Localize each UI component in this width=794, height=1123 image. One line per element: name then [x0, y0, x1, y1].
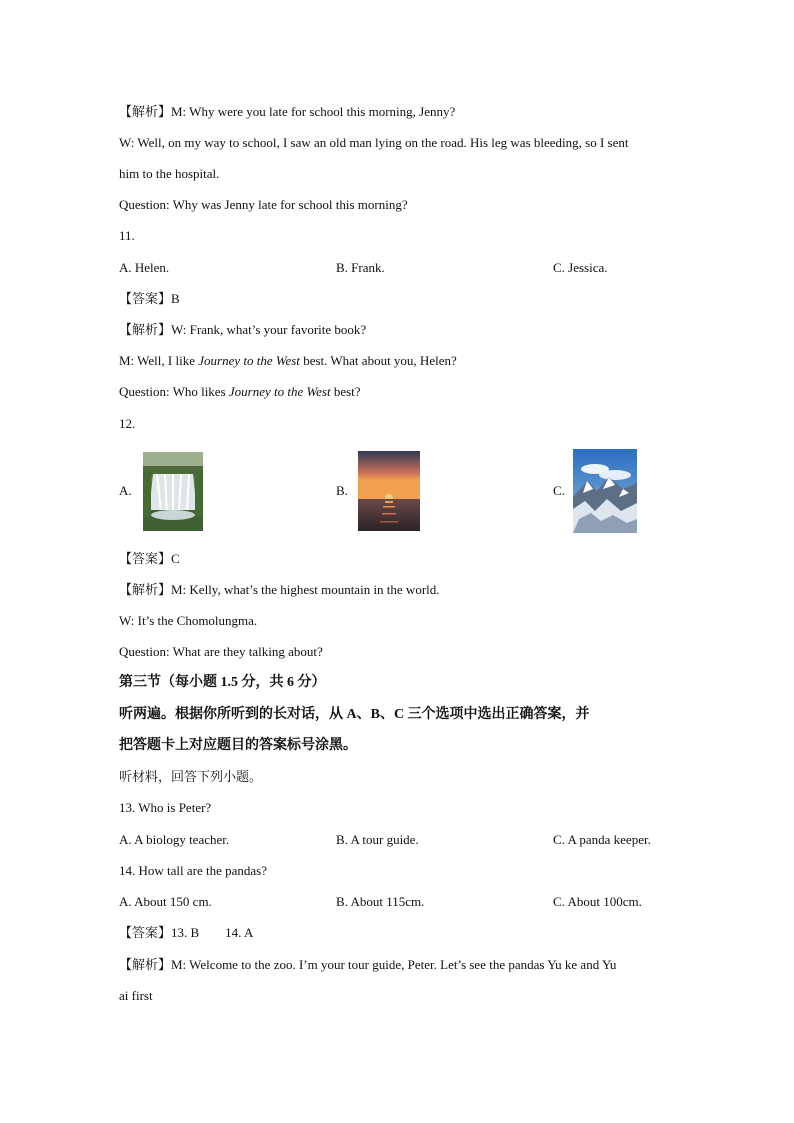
answer-line: 【答案】C — [119, 551, 180, 566]
section-instructions: 听两遍。根据你所听到的长对话，从 A、B、C 三个选项中选出正确答案，并 — [119, 707, 590, 722]
text-span: Question: Who likes — [119, 384, 229, 399]
q14-option-a: A. About 150 cm. — [119, 894, 212, 909]
text-span: best? — [330, 384, 361, 399]
q12-option-a-label: A. — [119, 483, 132, 498]
book-title: Journey to the West — [228, 384, 331, 399]
question-number-12: 12. — [119, 416, 136, 431]
q11-option-a: A. Helen. — [119, 260, 170, 275]
analysis-line: 【解析】M: Why were you late for school this morning, Jenny? — [119, 104, 456, 119]
book-title: Journey to the West — [198, 353, 300, 368]
analysis-line: ai first — [119, 988, 153, 1003]
answer-13: 【答案】13. B — [119, 925, 200, 940]
waterfall-image — [143, 452, 203, 531]
section-title: 第三节（每小题 1.5 分，共 6 分） — [119, 675, 326, 690]
analysis-line: 【解析】W: Frank, what’s your favorite book? — [119, 322, 367, 337]
q11-option-c: C. Jessica. — [553, 260, 608, 275]
answer-line: 【答案】B — [119, 291, 180, 306]
text-span: M: Well, I like — [119, 353, 199, 368]
analysis-line: 【解析】M: Welcome to the zoo. I’m your tour guide, Peter. Let’s see the pandas Yu ke and Yu — [119, 957, 617, 972]
sunset-image — [358, 451, 420, 531]
dialogue-line: W: Well, on my way to school, I saw an old man lying on the road. His leg was bleeding, so I sent — [119, 135, 629, 150]
dialogue-line: him to the hospital. — [119, 166, 220, 181]
q12-option-b-label: B. — [336, 483, 348, 498]
q14-option-c: C. About 100cm. — [553, 894, 642, 909]
section-instructions: 把答题卡上对应题目的答案标号涂黑。 — [119, 738, 357, 753]
question-number-11: 11. — [119, 228, 135, 243]
question-14-stem: 14. How tall are the pandas? — [119, 863, 268, 878]
question-line: Question: Why was Jenny late for school this morning? — [119, 197, 408, 212]
question-13-stem: 13. Who is Peter? — [119, 800, 212, 815]
q13-option-a: A. A biology teacher. — [119, 832, 230, 847]
q14-option-b: B. About 115cm. — [336, 894, 425, 909]
text-span: best. What about you, Helen? — [299, 353, 457, 368]
q13-option-c: C. A panda keeper. — [553, 832, 651, 847]
dialogue-line: W: It’s the Chomolungma. — [119, 613, 258, 628]
snowy-mountain-image — [573, 449, 637, 533]
q12-option-c-label: C. — [553, 483, 565, 498]
material-intro: 听材料，回答下列小题。 — [119, 769, 263, 784]
question-line — [119, 383, 361, 401]
q13-option-b: B. A tour guide. — [336, 832, 419, 847]
answer-line — [119, 924, 253, 942]
analysis-line: 【解析】M: Kelly, what’s the highest mountain in the world. — [119, 582, 440, 597]
dialogue-line — [119, 352, 457, 370]
question-line: Question: What are they talking about? — [119, 644, 323, 659]
answer-14: 14. A — [225, 925, 254, 940]
q11-option-b: B. Frank. — [336, 260, 385, 275]
